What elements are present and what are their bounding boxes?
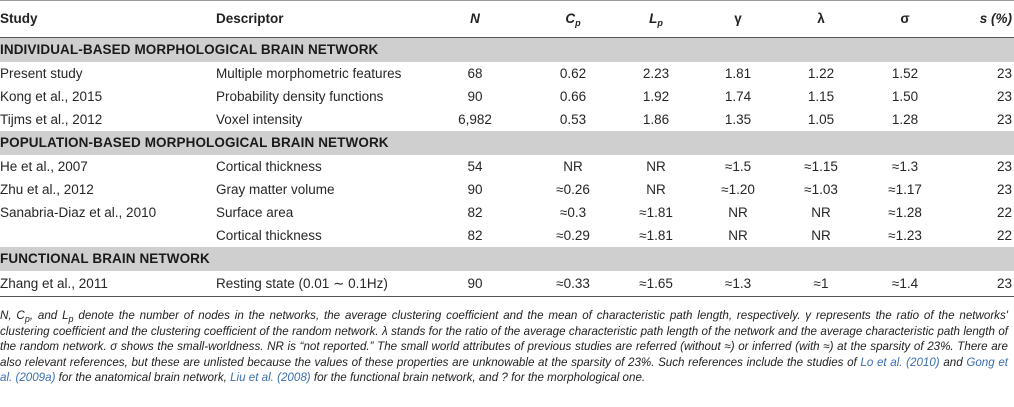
- cell-descriptor: Surface area: [216, 205, 294, 220]
- cell-cp: 0.53: [559, 112, 587, 127]
- table-footnote: [0, 308, 1014, 386]
- cell-gamma: 1.35: [724, 112, 752, 127]
- cell-sigma: ≈1.17: [888, 182, 922, 197]
- cell-sigma: 1.28: [891, 112, 919, 127]
- header-s: s (%): [948, 1, 1014, 38]
- footnote-text-3: denote the number of nodes in the networks, the average clustering coefficient and the mean of characteristic path length, respectively. γ represents the ratio of the networks' clustering coefficient and the clustering coefficient of the random network. λ stands for the ratio of the average characteristic path length of the network and the average characteristic path length of the random network. σ shows the small-worldness. NR is “not reported.” The small world attributes of previous studies are referred (without ≈) or inferred (with ≈) at the sparsity of 23%. There are also relevant references, but these are unlisted because the values of these properties are unknowable at the sparsity of 23%. Such references include the studies of: [0, 309, 1008, 369]
- cell-lambda: ≈1.03: [804, 182, 838, 197]
- footnote-link-gong-2009a[interactable]: Gong et al. (2009a): [0, 355, 1008, 385]
- table-row: [0, 62, 1014, 85]
- table-row: [0, 271, 1014, 297]
- cell-descriptor: Voxel intensity: [216, 112, 303, 127]
- cell-sigma: ≈1.28: [888, 205, 922, 220]
- cell-descriptor: Probability density functions: [216, 89, 384, 104]
- cell-sigma: ≈1.23: [888, 228, 922, 243]
- header-descriptor: Descriptor: [216, 1, 420, 38]
- header-cp: [530, 1, 616, 38]
- footnote-text-2: , and L: [29, 309, 69, 322]
- cell-sparsity: 23: [996, 159, 1012, 174]
- footnote-sub-1: p: [24, 314, 30, 324]
- header-gamma: γ: [696, 1, 780, 38]
- cell-sparsity: 22: [996, 205, 1012, 220]
- cell-gamma: ≈1.20: [721, 182, 755, 197]
- cell-sigma: 1.52: [891, 66, 919, 81]
- header-lp: [616, 1, 696, 38]
- cell-sparsity: 23: [996, 66, 1012, 81]
- cell-sigma: ≈1.4: [862, 271, 948, 297]
- cell-lp: NR: [646, 159, 666, 174]
- cell-sparsity: 23: [996, 182, 1012, 197]
- cell-study[interactable]: Tijms et al., 2012: [0, 112, 103, 127]
- footnote-link-lo-2010[interactable]: Lo et al. (2010): [860, 355, 940, 369]
- cell-study[interactable]: He et al., 2007: [0, 159, 88, 174]
- cell-lambda: 1.05: [807, 112, 835, 127]
- cell-study[interactable]: Zhu et al., 2012: [0, 182, 94, 197]
- section-title: FUNCTIONAL BRAIN NETWORK: [0, 247, 1014, 271]
- cell-lp: NR: [646, 182, 666, 197]
- cell-sparsity: 22: [996, 228, 1012, 243]
- footnote-text-1: N, C: [0, 309, 25, 322]
- cell-lp: 1.92: [642, 89, 670, 104]
- cell-gamma: 1.74: [724, 89, 752, 104]
- cell-lambda: ≈1: [780, 271, 862, 297]
- cell-cp: 0.66: [559, 89, 587, 104]
- header-cp-main: C: [565, 11, 576, 26]
- cell-n: 6,982: [458, 112, 492, 127]
- header-lambda: λ: [780, 1, 862, 38]
- table-row: [0, 108, 1014, 131]
- cell-descriptor: Gray matter volume: [216, 182, 335, 197]
- cell-gamma: ≈1.5: [724, 159, 752, 174]
- table-row: [0, 178, 1014, 201]
- cell-descriptor: Multiple morphometric features: [216, 66, 402, 81]
- footnote-link-liu-2008[interactable]: Liu et al. (2008): [230, 371, 311, 385]
- cell-lp: ≈1.65: [616, 271, 696, 297]
- cell-sigma: ≈1.3: [891, 159, 919, 174]
- cell-study[interactable]: Sanabria-Diaz et al., 2010: [0, 205, 157, 220]
- cell-lambda: NR: [811, 205, 831, 220]
- table-row: [0, 85, 1014, 108]
- cell-n: 82: [467, 205, 483, 220]
- cell-descriptor: Resting state (0.01 ∼ 0.1Hz): [216, 271, 420, 297]
- cell-n: 54: [467, 159, 483, 174]
- cell-cp: NR: [563, 159, 583, 174]
- cell-sparsity: 23: [996, 89, 1012, 104]
- cell-cp: ≈0.3: [559, 205, 587, 220]
- cell-sparsity: 23: [948, 271, 1014, 297]
- cell-lambda: NR: [811, 228, 831, 243]
- table-row: [0, 201, 1014, 224]
- header-lp-sub: p: [657, 18, 663, 28]
- footnote-text-5: for the anatomical brain network,: [55, 371, 231, 385]
- cell-n: 68: [467, 66, 483, 81]
- header-n: N: [420, 1, 530, 38]
- section-header-row: [0, 131, 1014, 155]
- cell-sigma: 1.50: [891, 89, 919, 104]
- cell-study: Present study: [0, 66, 83, 81]
- cell-study[interactable]: Zhang et al., 2011: [0, 271, 216, 297]
- header-sigma: σ: [862, 1, 948, 38]
- section-header-row: [0, 38, 1014, 63]
- cell-gamma: NR: [728, 228, 748, 243]
- section-title: POPULATION-BASED MORPHOLOGICAL BRAIN NETWORK: [0, 131, 1014, 155]
- cell-cp: ≈0.33: [530, 271, 616, 297]
- cell-n: 90: [420, 271, 530, 297]
- cell-study: [0, 224, 216, 247]
- table-body: [0, 38, 1014, 297]
- cell-lambda: ≈1.15: [804, 159, 838, 174]
- table-row: [0, 155, 1014, 178]
- header-lp-main: L: [649, 11, 658, 26]
- cell-gamma: ≈1.3: [696, 271, 780, 297]
- cell-lambda: 1.22: [807, 66, 835, 81]
- cell-cp: 0.62: [559, 66, 587, 81]
- cell-cp: ≈0.26: [556, 182, 590, 197]
- header-cp-sub: p: [575, 18, 581, 28]
- section-title: INDIVIDUAL-BASED MORPHOLOGICAL BRAIN NETWORK: [0, 38, 1014, 63]
- cell-n: 90: [467, 182, 483, 197]
- cell-descriptor: Cortical thickness: [216, 228, 322, 243]
- cell-sparsity: 23: [996, 112, 1012, 127]
- cell-cp: ≈0.29: [556, 228, 590, 243]
- cell-n: 82: [467, 228, 483, 243]
- footnote-sub-2: p: [68, 314, 74, 324]
- cell-lp: 1.86: [642, 112, 670, 127]
- cell-lp: 2.23: [642, 66, 670, 81]
- cell-n: 90: [467, 89, 483, 104]
- section-header-row: [0, 247, 1014, 271]
- footnote-text-6: for the functional brain network, and ? for the morphological one.: [310, 371, 646, 385]
- cell-lp: ≈1.81: [639, 228, 673, 243]
- header-row: [0, 1, 1014, 38]
- cell-gamma: 1.81: [724, 66, 752, 81]
- header-study: Study: [0, 1, 216, 38]
- footnote-text-4: and: [939, 355, 967, 369]
- cell-gamma: NR: [728, 205, 748, 220]
- cell-lp: ≈1.81: [639, 205, 673, 220]
- table-row: [0, 224, 1014, 247]
- cell-descriptor: Cortical thickness: [216, 159, 322, 174]
- cell-lambda: 1.15: [807, 89, 835, 104]
- cell-study[interactable]: Kong et al., 2015: [0, 89, 103, 104]
